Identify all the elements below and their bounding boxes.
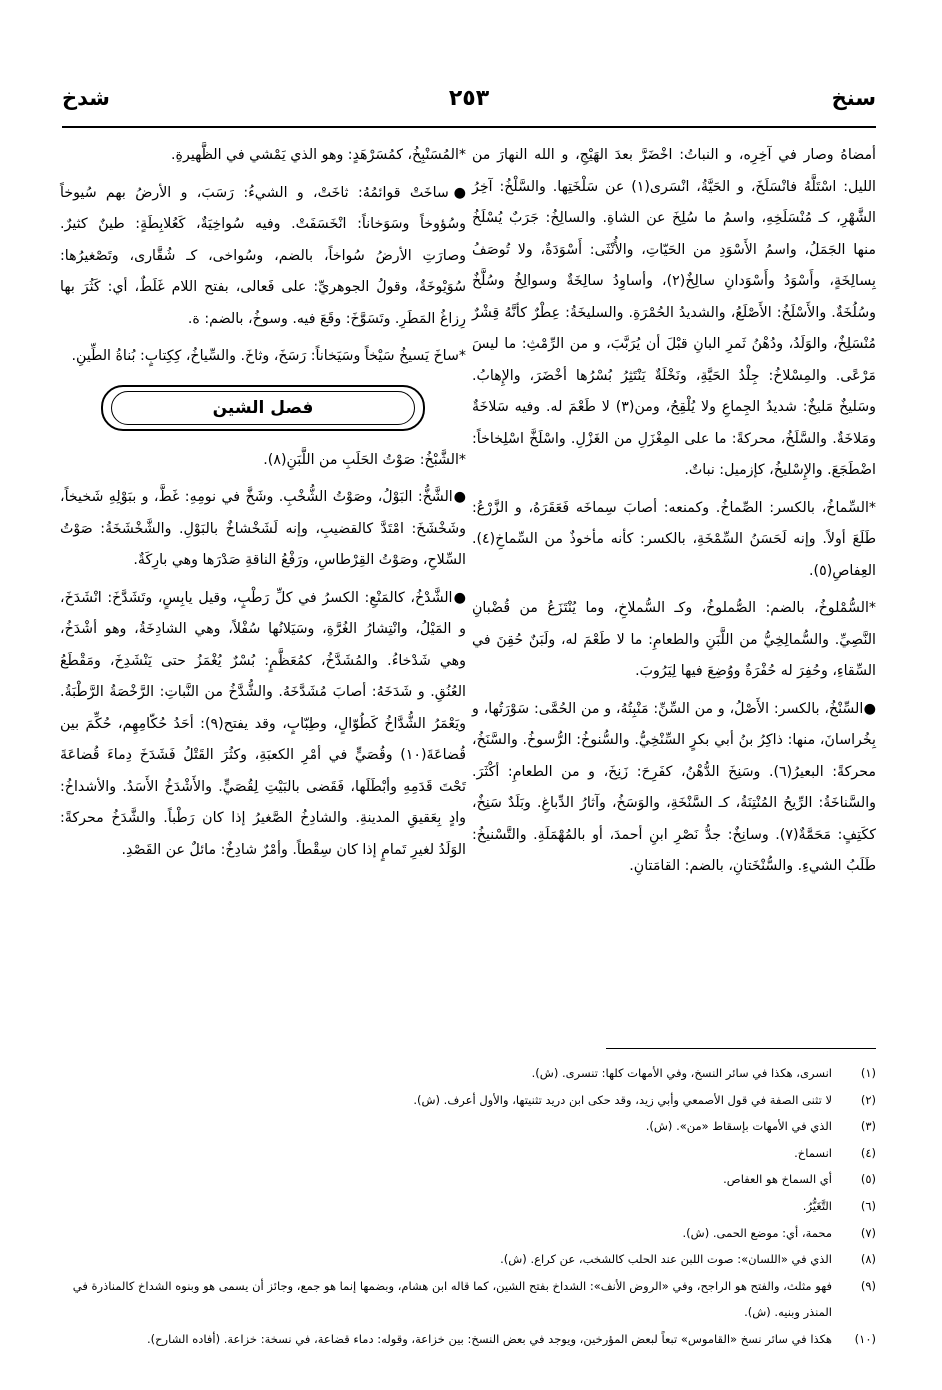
footnotes xyxy=(62,1060,876,1353)
footnote xyxy=(62,1246,876,1273)
footnote-number: (١٠) xyxy=(854,1331,876,1346)
entry-paragraph: ●السِّنْخُ، بالكسر: الأَصْلُ، و من السِّنِّ: مَنْبِتُهُ، و من الحُمَّى: سَوْرَتُها، و بِخُراسانَ، منها: ذاكِرُ بنُ أبي بكرٍ السِّنْخِيُّ. والسُّنوخُ: الرُّسوخُ. والسَّنَخُ، محركةً: البعيرُ(٦). وسَنِخَ الدُّهْنُ، كفَرِحَ: زَنِخَ، و من الطعامِ: أكْثَرَ. والسَّناخَةُ: الرِّيحُ المُنْتِنَةُ، كـ السَّنْخَةِ، والوَسَخُ، وآثارُ الدِّباغِ. وبَلَدٌ سَنِخٌ، ككَتِفٍ: مَحَمَّةٌ(٧). وسانِخٌ: جدُّ نَصْرِ ابنِ أحمدَ، أو بالمُهْمَلَةِ. والتَّسْنيخُ: طَلَبُ الشيءِ. والسُّنْخَتانِ، بالضم: القامَتانِ. xyxy=(472,700,876,874)
footnote-text: محمة، أي: موضع الحمى. (ش). xyxy=(682,1225,832,1240)
footnote xyxy=(62,1113,876,1140)
page-number: ٢٥٣ xyxy=(448,86,490,111)
header-right-word: سنخ xyxy=(831,86,876,110)
footnote xyxy=(62,1220,876,1247)
header-divider xyxy=(62,126,876,128)
footnote-divider xyxy=(606,1048,876,1049)
entry-paragraph: ●الشَّخُّ: البَوْلُ، وصَوْتُ الشُّخْبِ. وشَخَّ في نومِهِ: غَطَّ، و ببَوْلِهِ شَخيخاً، وشَخْشَخَ: امْتَدَّ كالقضيبِ، وإنه لَشَخْشاخٌ بالبَوْلِ. والشَّخْشَخَةُ: صَوْتُ السِّلاحِ، وصَوْتُ القِرْطاسِ، ورَفْعُ الناقةِ صَدْرَها وهي بارِكَةٌ. xyxy=(60,489,466,568)
footnote-pair xyxy=(62,1140,876,1167)
footnote-number: (٣) xyxy=(860,1119,876,1134)
footnote xyxy=(62,1060,876,1087)
entry-paragraph: *السِّماخُ، بالكسر: الصِّماخُ. وكمنعه: أصابَ سِماخَه فَعَقَرَهُ، و الزَّرْعُ: طَلَعَ أولاً. وإنه لَحَسَنُ السِّمْخَةِ، بالكسر: كأنه مأخوذٌ من السِّماخِ(٤). العِفاصِ(٥). xyxy=(472,499,876,579)
footnote xyxy=(62,1326,876,1353)
footnote-number: (٥) xyxy=(860,1172,876,1187)
running-header xyxy=(62,86,876,124)
footnote-number: (٩) xyxy=(860,1278,876,1293)
footnote-text: أي السماخ هو العفاص. xyxy=(723,1172,832,1187)
footnote-pair xyxy=(62,1193,876,1220)
footnote xyxy=(62,1273,876,1326)
footnote-number: (٤) xyxy=(860,1145,876,1160)
footnote-text: لا تثنى الصفة في قول الأصمعي وأبي زيد، وقد حكى ابن دريد تثنيتها، والأول أعرف. (ش). xyxy=(413,1092,832,1107)
footnote-number: (٨) xyxy=(860,1252,876,1267)
entry-paragraph: ●الشَّدْخُ، كالمَنْعِ: الكسرُ في كلِّ رَطْبٍ، وقيل يابِسٍ، وتَشَدَّخَ: انْشَدَخَ، و المَيْلُ، وانْتِشارُ الغُرَّةِ، وسَيَلانُها سُفْلاً، وهي الشادِخَةُ، وهو أشْدَخُ، وهي شَدْخاءُ. والمُشَدَّخُ، كمُعَظَّمٍ: بُسْرٌ يُغْمَزُ حتى يَنْشَدِخَ، ومَقْطَعُ العُنُقِ. و شَدَخَهُ: أصابَ مُشَدَّخَهُ. والشُّدَّخُ من النَّباتِ: الرَّخْصَةُ الرَّطْبَةُ. ويَعْمَرُ الشُّدَّاخُ كَطُوّالٍ، وطِبّابٍ، وقد يفتح(٩): أحَدُ حُكّامِهِم، حُكِّمَ بين قُضاعَةَ(١٠) وقُصَيٍّ في أمْرِ الكعبَةِ، وكثُرَ القَتْلُ فَشَدَخَ دِماءَ قُضاعَةَ تَحْتَ قَدَمِهِ وأبْطَلَها، فَقَضى بالبَيْتِ لِقُصَيٍّ. والأَشْدَخُ الأَسَدُ. والأشداخُ: وادٍ بِعَقيقِ المدينةِ. والشادِخُ الصَّغيرُ إذا كان رَطْباً. والشَّدَخُ محركةً: الوَلَدُ لغيرِ تَمامٍ إذا كان سِقْطاً. وأمْرٌ شادِخٌ: مائلٌ عن القَصْدِ. xyxy=(60,589,466,858)
entry-paragraph: *السُّمْلوخُ، بالضم: الصُّملوخُ، وكـ السُّملاخِ، وما يُنْتَزَعُ من قُضْبانِ النَّصِيِّ. والسُّمالِخِيُّ من اللَّبَنِ والطعامِ: ما لا طَعْمَ له، ولَبَنٌ حُقِنَ في السِّقاءِ، وحُفِرَ له حُفْرَةٌ ووُضِعَ فيها لِيَرُوبَ. xyxy=(472,600,876,679)
footnote-text: انسرى، هكذا في سائر النسخ، وفي الأمهات كلها: تنسرى. (ش). xyxy=(531,1066,832,1080)
section-heading-frame xyxy=(101,385,425,431)
footnote-text: التَّغَيُّرُ. xyxy=(802,1198,832,1213)
header-left-word: شدخ xyxy=(62,86,110,110)
right-column xyxy=(472,140,876,889)
footnote-text: فهو مثلث، والفتح هو الراجح، وفي «الروض الأنف»: الشداخ بفتح الشين، كما قاله ابن هشام، وبضمها إنما هو جمع، وجائز أن يسمى هو وبنوه الشداخ كالمناذرة في المنذر وبنيه. (ش). xyxy=(72,1278,832,1320)
left-column xyxy=(60,140,466,872)
footnote-text: انسماخ. xyxy=(794,1145,832,1160)
footnote-text: الذي في الأمهات بإسقاط «من». (ش). xyxy=(645,1119,832,1134)
entry-paragraph: *الشَّبْخُ: صَوْتُ الحَلَبِ من اللَّبَنِ(٨). xyxy=(263,451,466,468)
footnote-number: (١) xyxy=(860,1066,876,1080)
footnote-number: (٧) xyxy=(860,1225,876,1240)
entry-paragraph: أمضاهُ وصار في آخِرِه، و النباتُ: اخْضَرَّ بعدَ الهَيْجِ، و الله النهارَ من الليل: اسْتَلَّهُ فانْسَلَخَ، و الحَيَّةُ، انْسَرى(١) عن سَلْخَتِها. والسَّلْخُ: آخِرُ الشَّهْرِ، كـ مُنْسَلَخِهِ، واسمُ ما سُلِخَ عن الشاةِ. والسالِخُ: جَرَبٌ يُسْلَخُ منها الجَمَلُ، واسمُ الأَسْوَدِ من الحَيّاتِ، والأُنْثَى: أَسْوَدَةٌ، ولا تُوصَفُ بِسالِخَةٍ، وأَسْوَدُ وأَسْوَدانِ سالِخٌ(٢)، وأساوِدُ سالِخَةٌ وسوالِخُ وسُلَّخٌ وسُلُخَةٌ. والأَسْلَخُ: الأَصْلَعُ، والشديدُ الحُمْرَةِ. والسليخَةُ: عِطْرٌ كأنَّهُ قِشْرٌ مُنْسَلِخٌ، والوَلَدُ، ودُهْنُ ثَمرِ البانِ قبْلَ أن يُرَبَّبَ، و من الرِّمْثِ: ما ليسَ مَرْعًى. والمِسْلاخُ: جِلْدُ الحَيَّةِ، ونَخْلَةٌ يَنْتَثِرُ بُسْرُها أخْضَرَ، والإِهابُ. وسَليخٌ مَليخٌ: شديدُ الجِماعِ ولا يُلْقِحُ، ومن(٣) لا طَعْمَ له. وفيه سَلاخَةٌ ومَلاخَةٌ. والسَّلَخُ، محركةً: ما على المِغْزَلِ من الغَزْلِ. واسْلَخَّ اسْلِخاخاً: اضْطَجَعَ. والإِسْليخُ، كإزميل: نباتٌ. xyxy=(472,147,876,478)
entry-paragraph: *المُسَنْبِخُ، كمُسَرْهَدٍ: وهو الذي يَمْشي في الظَّهيرةِ. xyxy=(171,147,466,163)
footnote xyxy=(62,1166,876,1193)
footnote-number: (٦) xyxy=(860,1198,876,1213)
entry-paragraph: *ساخَ يَسيخُ سَيْخاً وسَيَخاناً: رَسَخَ، وثاخَ. والسِّياخُ، كِكِتابٍ: بُناةُ الطِّينِ. xyxy=(71,348,466,364)
footnote-text: هكذا في سائر نسخ «القاموس» تبعاً لبعض المؤرخين، ويوجد في بعض النسخ: بين خزاعة، وقوله: دماء قضاعة، في نسخة: خزاعة. (أفاده الشارح). xyxy=(146,1331,832,1346)
section-heading: فصل الشين xyxy=(111,391,415,425)
entry-paragraph: ●ساخَتْ قوائمُهُ: ثاخَتْ، و الشيءُ: رَسَبَ، و الأرضُ بهم سُيوخاً وسُؤوخاً وسَوَخاناً: انْخَسَفَتْ. وفيه سُواخِيَةٌ، كَعُلابِطَةٍ: طينٌ كثيرٌ. وصارَتِ الأرضُ سُواخاً، بالضم، وسُواخى، كـ شُقَّارى، وتَصْغيرُها: سُوَيْوخَةٌ، وقولُ الجوهريِّ: على فَعالى، بفتح اللام غَلَطٌ، أي: كَثُرَ بها رِزاغُ المَطَرِ. وتَسَوَّخَ: وقَعَ فيه. وسوخُ، بالضم: ة. xyxy=(60,184,466,327)
footnote xyxy=(62,1087,876,1114)
footnote-number: (٢) xyxy=(860,1092,876,1107)
footnote-text: الذي في «اللسان»: صوت اللبن عند الحلب كالشخب، عن كراع. (ش). xyxy=(500,1252,832,1267)
